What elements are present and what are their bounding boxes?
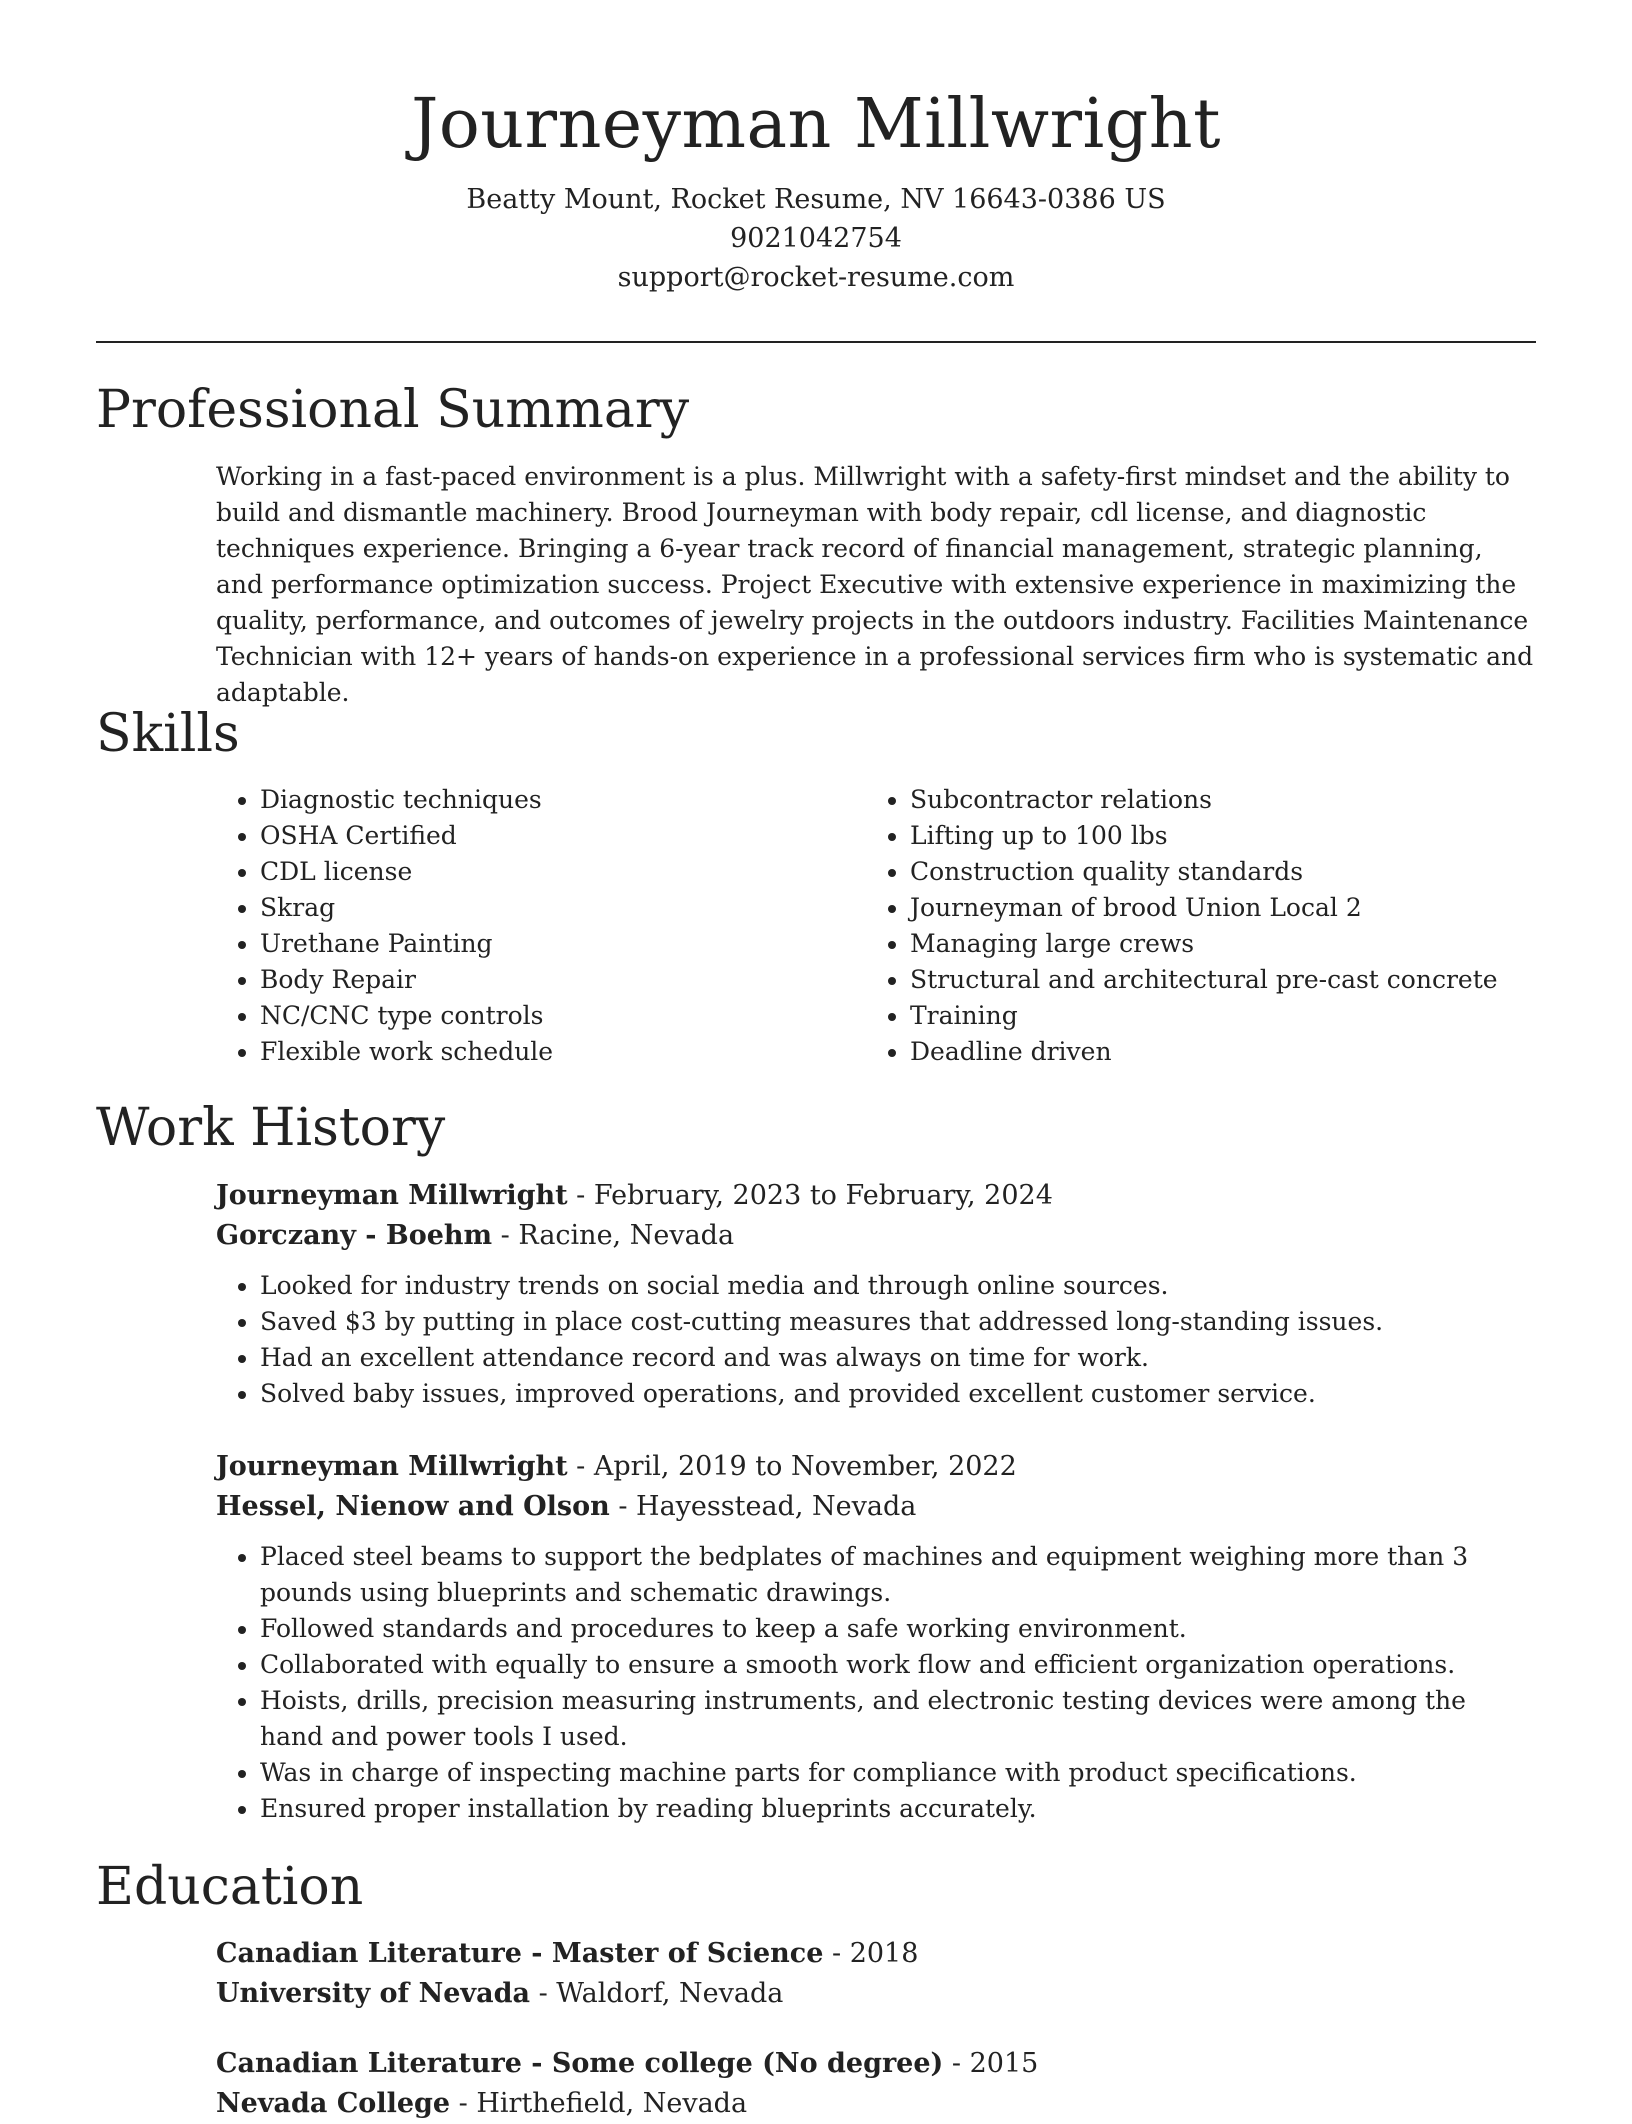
job-company: Hessel, Nienow and Olson xyxy=(216,1491,610,1522)
job-location: - Hayesstead, Nevada xyxy=(609,1491,917,1522)
job-duty: • Collaborated with equally to ensure a smooth work flow and efficient organization operations. xyxy=(260,1647,1536,1683)
job-role: Journeyman Millwright xyxy=(216,1451,568,1482)
degree: Canadian Literature - Some college (No degree) xyxy=(216,2048,944,2079)
skill-item: • Construction quality standards xyxy=(910,854,1516,890)
skill-item: • OSHA Certified xyxy=(260,818,866,854)
job-title-line xyxy=(216,1176,1536,1216)
job-title-line xyxy=(216,1447,1536,1487)
job-duty: • Ensured proper installation by reading blueprints accurately. xyxy=(260,1791,1536,1827)
phone: 9021042754 xyxy=(730,223,902,254)
job-duties xyxy=(216,1268,1536,1412)
skill-item: • NC/CNC type controls xyxy=(260,998,866,1034)
contact-info xyxy=(96,180,1536,297)
address: Beatty Mount, Rocket Resume, NV 16643-0386 US xyxy=(466,184,1166,215)
email: support@rocket-resume.com xyxy=(617,262,1015,293)
skills-column-right xyxy=(866,782,1516,1070)
summary-heading: Professional Summary xyxy=(96,380,690,440)
school-line xyxy=(216,2084,1536,2124)
school: University of Nevada xyxy=(216,1978,530,2009)
education-entry xyxy=(216,1934,1536,2014)
school: Nevada College xyxy=(216,2088,451,2119)
summary-text: Working in a fast-paced environment is a plus. Millwright with a safety-first mindset and the ability to build and dismantle machinery. Brood Journeyman with body repair, cdl license, and diagnostic techniques experience. Bringing a 6-year track record of financial management, strategic planning, and performance optimization success. Project Executive with extensive experience in maximizing the quality, performance, and outcomes of jewelry projects in the outdoors industry. Facilities Maintenance Technician with 12+ years of hands-on experience in a professional services firm who is systematic and adaptable. xyxy=(216,462,1534,707)
job-company-line xyxy=(216,1487,1536,1527)
skill-item: • Managing large crews xyxy=(910,926,1516,962)
education-heading: Education xyxy=(96,1857,364,1917)
skill-item: • Journeyman of brood Union Local 2 xyxy=(910,890,1516,926)
skills-heading: Skills xyxy=(96,704,240,764)
candidate-name: Journeyman Millwright xyxy=(411,85,1221,164)
degree-line xyxy=(216,1934,1536,1974)
school-line xyxy=(216,1974,1536,2014)
skill-item: • Deadline driven xyxy=(910,1034,1516,1070)
job-entry xyxy=(216,1447,1536,1827)
job-duty: • Saved $3 by putting in place cost-cutting measures that addressed long-standing issues. xyxy=(260,1304,1536,1340)
skill-item: • Body Repair xyxy=(260,962,866,998)
job-duty: • Placed steel beams to support the bedplates of machines and equipment weighing more than 3 pounds using blueprints and schematic drawings. xyxy=(260,1539,1536,1611)
graduation-year: - 2015 xyxy=(943,2048,1039,2079)
graduation-year: - 2018 xyxy=(823,1938,919,1969)
education-entry xyxy=(216,2044,1536,2124)
skill-item: • Training xyxy=(910,998,1516,1034)
skill-item: • CDL license xyxy=(260,854,866,890)
job-duty: • Solved baby issues, improved operations, and provided excellent customer service. xyxy=(260,1376,1536,1412)
resume-header xyxy=(96,80,1536,297)
job-duty: • Hoists, drills, precision measuring instruments, and electronic testing devices were among the hand and power tools I used. xyxy=(260,1683,1536,1755)
school-location: - Waldorf, Nevada xyxy=(529,1978,784,2009)
job-duty: • Was in charge of inspecting machine parts for compliance with product specifications. xyxy=(260,1755,1536,1791)
skill-item: • Lifting up to 100 lbs xyxy=(910,818,1516,854)
job-duty: • Looked for industry trends on social media and through online sources. xyxy=(260,1268,1536,1304)
degree: Canadian Literature - Master of Science xyxy=(216,1938,824,1969)
job-entry xyxy=(216,1176,1536,1412)
skill-item: • Flexible work schedule xyxy=(260,1034,866,1070)
work-history-heading: Work History xyxy=(96,1098,446,1158)
job-role: Journeyman Millwright xyxy=(216,1180,568,1211)
skill-item: • Skrag xyxy=(260,890,866,926)
job-location: - Racine, Nevada xyxy=(492,1220,735,1251)
job-duties xyxy=(216,1539,1536,1827)
degree-line xyxy=(216,2044,1536,2084)
skill-item: • Diagnostic techniques xyxy=(260,782,866,818)
header-divider xyxy=(96,341,1536,343)
school-location: - Hirthefield, Nevada xyxy=(450,2088,748,2119)
job-duty: • Followed standards and procedures to keep a safe working environment. xyxy=(260,1611,1536,1647)
skill-item: • Urethane Painting xyxy=(260,926,866,962)
skills-column-left xyxy=(216,782,866,1070)
skill-item: • Structural and architectural pre-cast concrete xyxy=(910,962,1516,998)
job-company-line xyxy=(216,1216,1536,1256)
skill-item: • Subcontractor relations xyxy=(910,782,1516,818)
job-company: Gorczany - Boehm xyxy=(216,1220,493,1251)
job-dates: - February, 2023 to February, 2024 xyxy=(567,1180,1053,1211)
job-dates: - April, 2019 to November, 2022 xyxy=(567,1451,1017,1482)
job-duty: • Had an excellent attendance record and was always on time for work. xyxy=(260,1340,1536,1376)
skills-list xyxy=(216,782,1536,1070)
